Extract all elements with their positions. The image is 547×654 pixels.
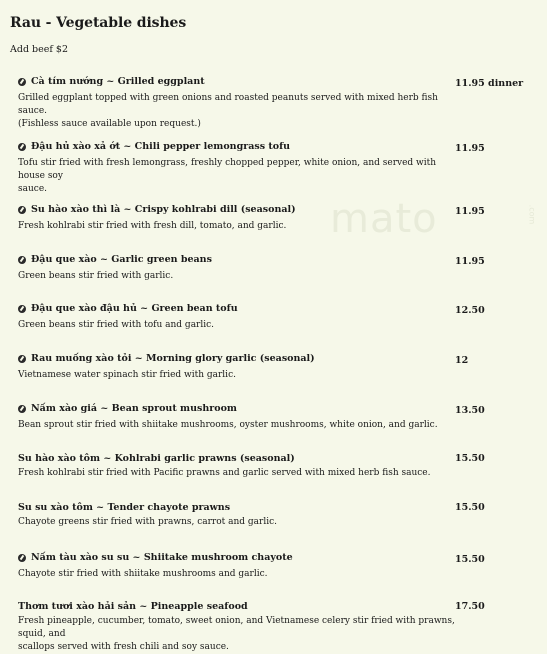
leaf-icon [18, 405, 26, 413]
menu-item-name-row [18, 403, 455, 414]
menu-item [18, 353, 538, 382]
menu-item-price: 12.50 [455, 304, 485, 316]
menu-item-description-line: Tofu stir fried with fresh lemongrass, freshly chopped pepper, white onion, and served with house soy [18, 157, 437, 181]
menu-item [18, 141, 538, 196]
menu-item-description [18, 319, 458, 332]
menu-item-description-line: Fresh kohlrabi stir fried with fresh dill, tomato, and garlic. [18, 220, 287, 231]
menu-item-name: Su hào xào tôm ~ Kohlrabi garlic prawns (seasonal) [18, 453, 295, 464]
menu-item-description [18, 516, 458, 529]
menu-item [18, 254, 538, 283]
add-beef-note: Add beef $2 [10, 44, 68, 55]
leaf-icon [18, 355, 26, 363]
menu-item-name: Đậu hủ xào xả ớt ~ Chili pepper lemongrass tofu [31, 141, 291, 152]
menu-item-description [18, 270, 458, 283]
menu-item-name: Nấm xào giá ~ Bean sprout mushroom [31, 403, 237, 414]
leaf-icon [18, 554, 26, 562]
menu-item-description [18, 157, 458, 196]
menu-item-description-line: Vietnamese water spinach stir fried with garlic. [18, 369, 236, 380]
leaf-icon [18, 143, 26, 151]
menu-item-name: Đậu que xào ~ Garlic green beans [31, 254, 212, 265]
menu-item-description [18, 419, 458, 432]
menu-item-name-row [18, 601, 455, 612]
menu-item-description-line: sauce. [18, 183, 48, 194]
leaf-icon [18, 78, 26, 86]
menu-item-description-line: (Fishless sauce available upon request.) [18, 118, 201, 129]
menu-item-description-line: scallops served with fresh chili and soy sauce. [18, 642, 229, 652]
menu-item [18, 76, 538, 131]
menu-item-name: Thơm tươi xào hải sản ~ Pineapple seafood [18, 601, 248, 612]
menu-item-description-line: Fresh pineapple, cucumber, tomato, sweet onion, and Vietnamese celery stir fried with prawns, squid, and [18, 616, 455, 639]
menu-item-description-line: Chayote stir fried with shiitake mushrooms and garlic. [18, 568, 268, 579]
watermark: mato [330, 196, 438, 242]
menu-item [18, 552, 538, 581]
menu-item-name-row [18, 204, 455, 215]
menu-item-description [18, 467, 458, 480]
menu-item-description-line: Bean sprout stir fried with shiitake mushrooms, oyster mushrooms, white onion, and garlic. [18, 419, 438, 430]
menu-item-description-line: Grilled eggplant topped with green onions and roasted peanuts served with mixed herb fish sauce. [18, 92, 438, 116]
menu-item-name-row [18, 552, 455, 563]
menu-item-description [18, 220, 458, 233]
menu-item-description-line: Green beans stir fried with tofu and garlic. [18, 319, 215, 330]
menu-item-name: Cà tím nướng ~ Grilled eggplant [31, 76, 205, 87]
menu-item [18, 303, 538, 332]
menu-item-price: 15.50 [455, 453, 485, 464]
menu-item-name: Su hào xào thì là ~ Crispy kohlrabi dill (seasonal) [31, 204, 296, 215]
page-title: Rau - Vegetable dishes [10, 15, 187, 31]
menu-item [18, 453, 538, 480]
menu-item [18, 502, 538, 529]
menu-item-price: 15.50 [455, 553, 485, 565]
menu-item-name: Rau muống xào tỏi ~ Morning glory garlic (seasonal) [31, 353, 315, 364]
menu-item-name-row [18, 76, 455, 87]
menu-item [18, 601, 538, 654]
menu-item-price: 15.50 [455, 502, 485, 513]
menu-item-name-row [18, 141, 455, 152]
menu-item-name-row [18, 502, 455, 513]
menu-item-price: 13.50 [455, 404, 485, 416]
menu-item-price: 17.50 [455, 601, 485, 612]
menu-item-name: Su su xào tôm ~ Tender chayote prawns [18, 502, 231, 513]
menu-item [18, 403, 538, 432]
menu-item-description [18, 568, 458, 581]
menu-item-name-row [18, 254, 455, 265]
menu-item-description [18, 615, 458, 654]
menu-item-description [18, 92, 458, 131]
watermark-domain: .com [527, 204, 537, 225]
menu-item-name: Đậu que xào đậu hủ ~ Green bean tofu [31, 303, 238, 314]
menu-item-name-row [18, 453, 455, 464]
menu-item-description-line: Fresh kohlrabi stir fried with Pacific prawns and garlic served with mixed herb fish sauce. [18, 468, 431, 478]
menu-item-price: 11.95 [455, 142, 485, 154]
leaf-icon [18, 305, 26, 313]
menu-item-description [18, 369, 458, 382]
menu-item-price: 11.95 dinner [455, 77, 524, 89]
menu-item-description-line: Green beans stir fried with garlic. [18, 270, 174, 281]
menu-item-name-row [18, 353, 455, 364]
menu-item-price: 12 [455, 354, 469, 366]
leaf-icon [18, 206, 26, 214]
menu-item-name-row [18, 303, 455, 314]
menu-item [18, 204, 538, 233]
menu-item-description-line: Chayote greens stir fried with prawns, carrot and garlic. [18, 517, 277, 527]
menu-item-price: 11.95 [455, 205, 485, 217]
menu-item-price: 11.95 [455, 255, 485, 267]
leaf-icon [18, 256, 26, 264]
menu-item-name: Nấm tàu xào su su ~ Shiitake mushroom chayote [31, 552, 293, 563]
